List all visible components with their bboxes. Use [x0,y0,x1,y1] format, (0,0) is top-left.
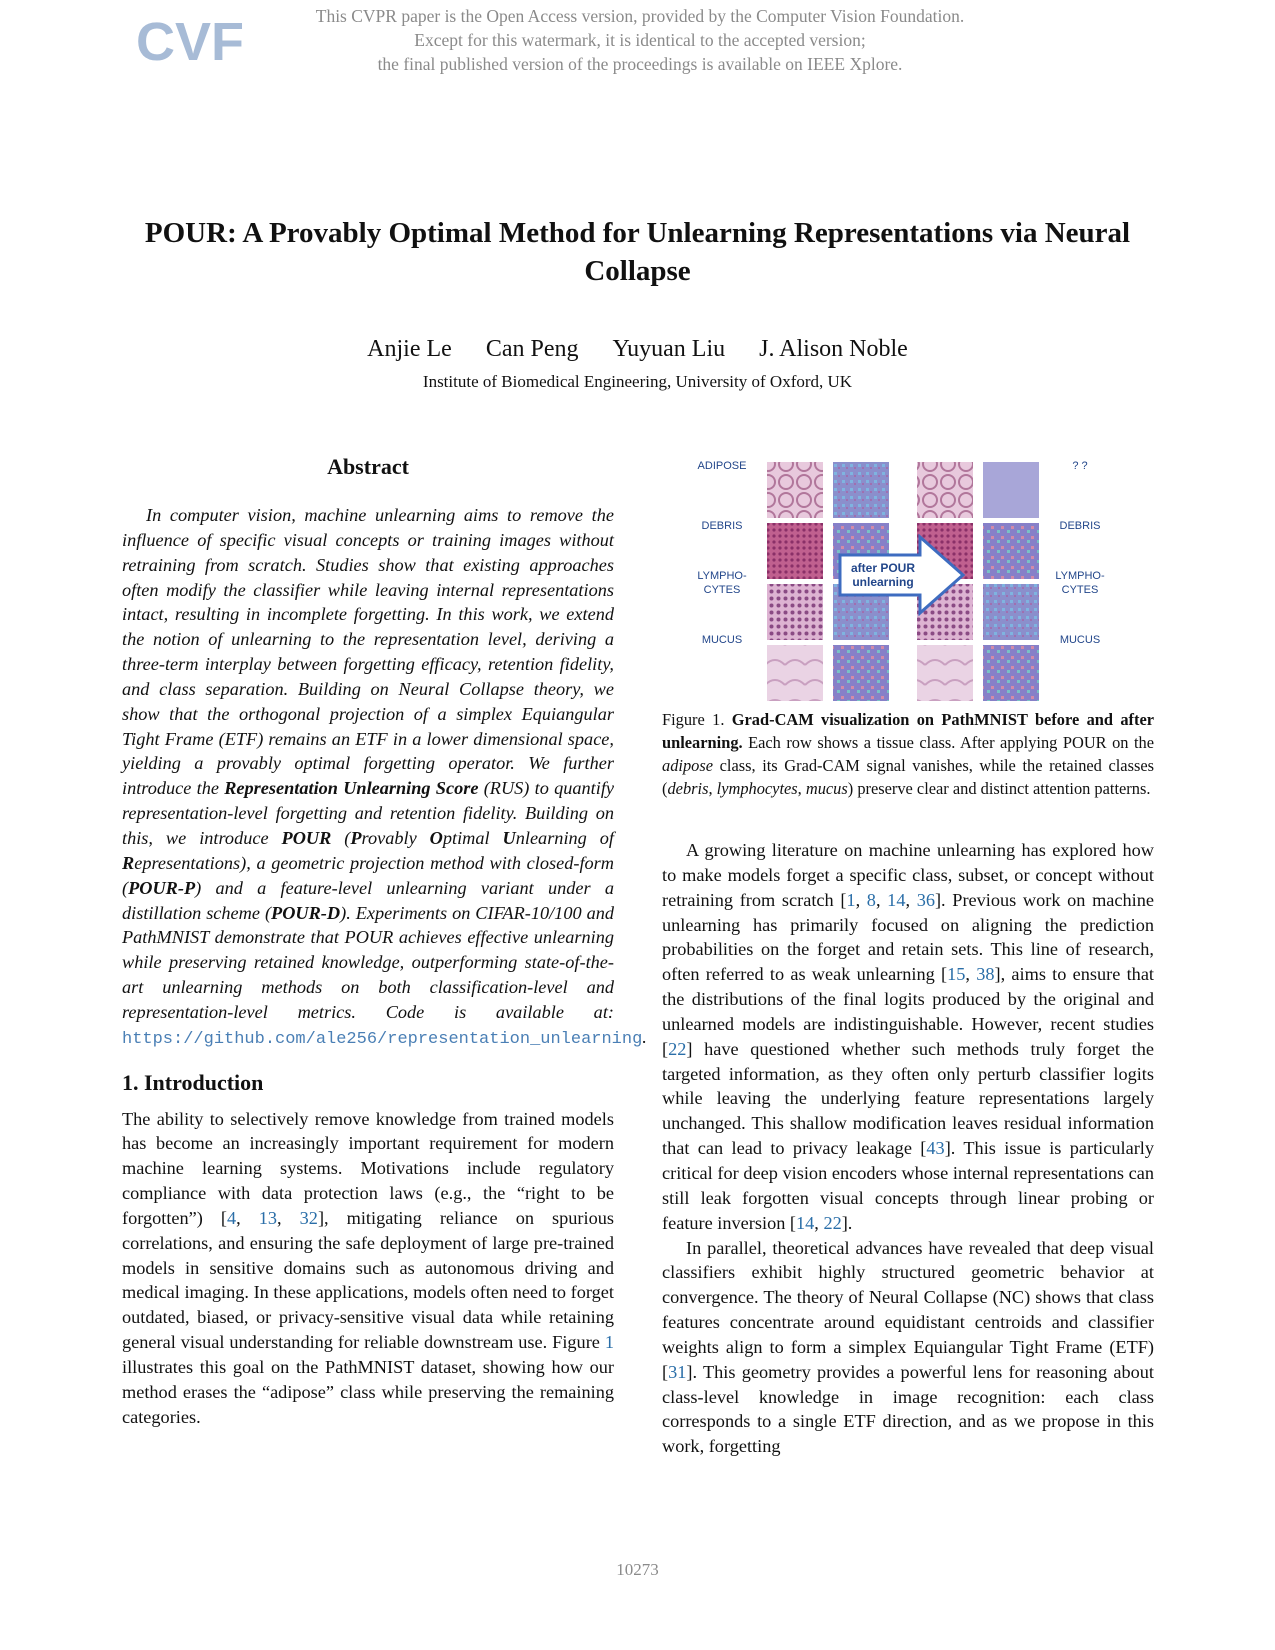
section-heading-introduction: 1. Introduction [122,1069,264,1095]
intro-paragraph: The ability to selectively remove knowledge from trained models has become an increasingly important requirement for modern machine learning systems. Motivations include regulatory compliance with data protection laws (e.g., the “right to be forgotten”) [4, 13, 32], mitigating reliance on spurious correlations, and ensuring the safe deployment of large pre-trained models in sensitive domains such as autonomous driving and medical imaging. In these applications, models often need to forget outdated, biased, or privacy-sensitive visual data while retaining general visual understanding for reliable downstream use. Figure 1 illustrates this goal on the PathMNIST dataset, showing how our method erases the “adipose” class while preserving the remaining categories. [122,1108,614,1427]
watermark-line: the final published version of the proceedings is available on IEEE Xplore. [377,54,903,74]
row-label-lymphocytes: LYMPHO- CYTES [697,570,747,596]
citation-link[interactable]: 22 [668,1038,687,1059]
body-paragraph: In parallel, theoretical advances have revealed that deep visual classifiers exhibit highly structured geometric behavior at convergence. The theory of Neural Collapse (NC) shows that class features concentrate around equidistant centroids and classifier weights align to form a simplex Equiangular Tight Frame (ETF) [31]. This geometry provides a powerful lens for reasoning about class-level knowledge in image recognition: each class corresponds to a single ETF direction, and as we propose in this work, forgetting [662,1237,1154,1457]
citation-link[interactable]: 13 [258,1207,278,1228]
author-list [0,336,1275,363]
citation-link[interactable]: 36 [916,889,935,910]
citation-link[interactable]: 4 [227,1207,237,1228]
code-link[interactable]: https://github.com/ale256/representation_unlearning [122,1029,643,1049]
citation-link[interactable]: 31 [668,1361,687,1382]
citation-link[interactable]: 14 [796,1212,815,1233]
abstract-heading: Abstract [327,454,409,479]
citation-link[interactable]: 8 [866,889,876,910]
figure-caption: Figure 1. Grad-CAM visualization on PathMNIST before and after unlearning. Each row shows a tissue class. After applying POUR on the adipose class, its Grad-CAM signal vanishes, while the retained classes (debris, lymphocytes, mucus) preserve clear and distinct attention patterns. [662,710,1155,798]
figure-1 [697,455,1125,705]
citation-link[interactable]: 15 [947,964,966,985]
figure-ref-link[interactable]: 1 [604,1332,614,1353]
author: Anjie Le [367,336,452,362]
row-label-lymphocytes-after: LYMPHO- CYTES [1055,570,1105,596]
author: Yuyuan Liu [612,336,726,362]
row-label-adipose: ADIPOSE [697,460,747,472]
right-column [662,838,1154,1459]
citation-link[interactable]: 1 [846,889,856,910]
author: J. Alison Noble [759,336,908,362]
citation-link[interactable]: 14 [887,889,906,910]
arrow-text-line: after POUR [850,561,916,575]
row-label-mucus-after: MUCUS [1059,634,1101,646]
abstract-body: In computer vision, machine unlearning aims to remove the influence of specific visual concepts or training images without retraining from scratch. Studies show that existing approaches often modify the classifier while leaving internal representations intact, resulting in incomplete forgetting. In this work, we extend the notion of unlearning to the representation level, deriving a three-term interplay between forgetting efficacy, retention fidelity, and class separation. Building on Neural Collapse theory, we show that the orthogonal projection of a simplex Equiangular Tight Frame (ETF) remains an ETF in a lower dimensional space, yielding a provably optimal forgetting operator. We further introduce the Representation Unlearning Score (RUS) to quantify representation-level forgetting and retention fidelity. Building on this, we introduce POUR (Provably Optimal Unlearning of Representations), a geometric projection method with closed-form (POUR-P) and a feature-level unlearning variant under a distillation scheme (POUR-D). Experiments on CIFAR-10/100 and PathMNIST demonstrate that POUR achieves effective unlearning while preserving retained knowledge, outperforming state-of-the-art unlearning methods on both classification-level and representation-level metrics. Code is available at: https://github.com/ale256/representation_unlearning. [122,505,647,1049]
row-label-debris: DEBRIS [701,520,743,532]
citation-link[interactable]: 38 [976,964,995,985]
cvf-logo [136,10,244,72]
row-label-forgotten: ? ? [1072,460,1088,472]
left-column [122,453,647,1430]
row-label-mucus: MUCUS [701,634,743,646]
watermark-text [270,4,1010,76]
arrow-text-line: unlearning [852,575,914,589]
citation-link[interactable]: 22 [823,1212,842,1233]
affiliation: Institute of Biomedical Engineering, University of Oxford, UK [422,372,853,391]
watermark-line: This CVPR paper is the Open Access version, provided by the Computer Vision Foundation. [315,6,965,26]
paper-title: POUR: A Provably Optimal Method for Unlearning Representations via Neural Collapse [144,217,1131,287]
row-label-debris-after: DEBRIS [1059,520,1101,532]
page-number: 10273 [616,1560,659,1579]
author: Can Peng [485,336,579,362]
svg-text:CVF: CVF [136,12,244,72]
citation-link[interactable]: 43 [926,1138,945,1159]
watermark-line: Except for this watermark, it is identical to the accepted version; [414,30,866,50]
citation-link[interactable]: 32 [299,1207,318,1228]
body-paragraph: A growing literature on machine unlearning has explored how to make models forget a specific class, subset, or concept without retraining from scratch [1, 8, 14, 36]. Previous work on machine unlearning has primarily focused on aligning the prediction probabilities on the forget and retain sets. This line of research, often referred to as weak unlearning [15, 38], aims to ensure that the distributions of the final logits produced by the original and unlearned models are indistinguishable. However, recent studies [22] have questioned whether such methods truly forget the targeted information, as they often only perturb classifier logits while leaving the underlying feature representations largely unchanged. This shallow modification leaves residual information that can lead to privacy leakage [43]. This issue is particularly critical for deep vision encoders whose internal representations can still leak forgotten visual concepts through linear probing or feature inversion [14, 22]. [662,840,1155,1233]
